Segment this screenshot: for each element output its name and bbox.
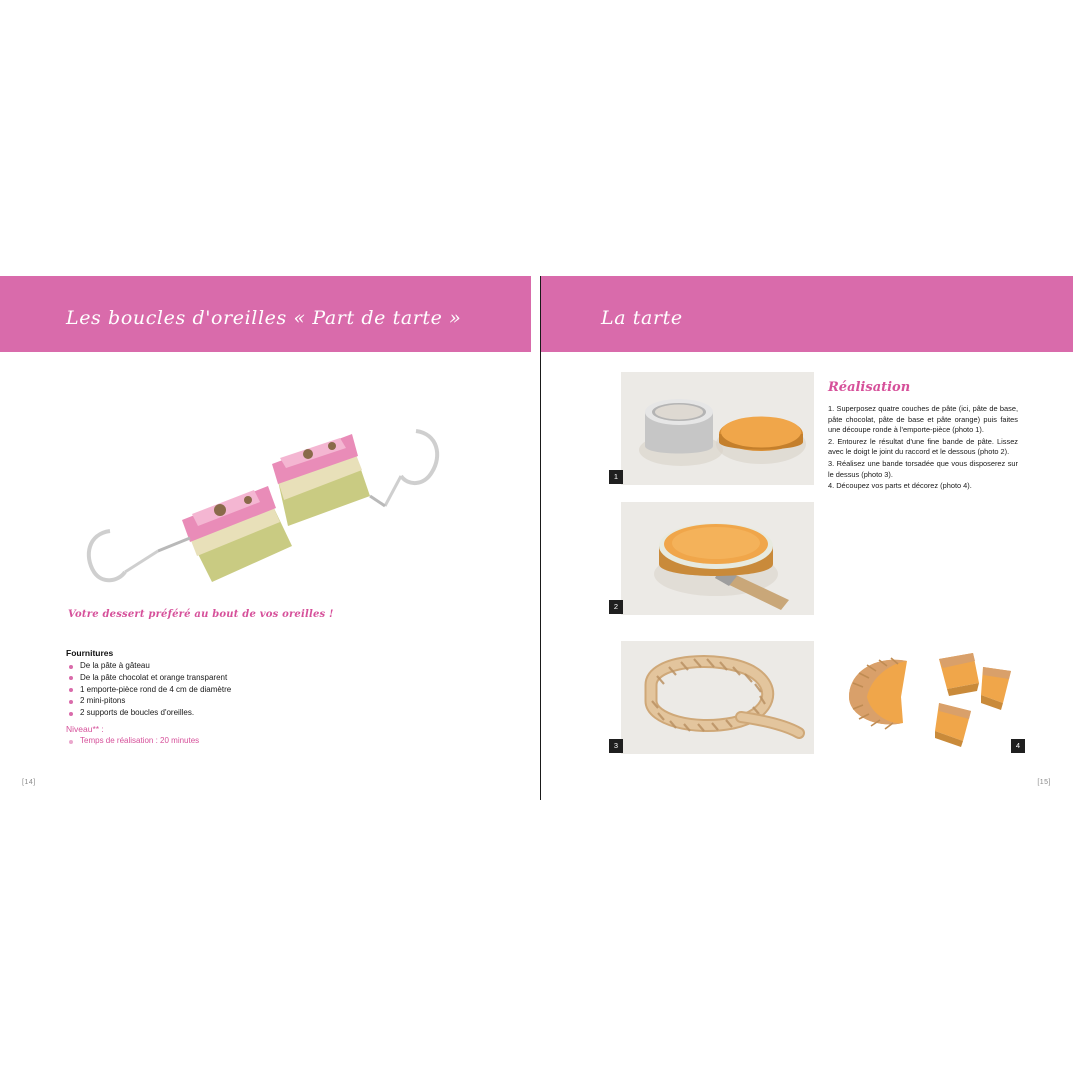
supplies-heading: Fournitures (66, 648, 114, 658)
list-item: Temps de réalisation : 20 minutes (66, 735, 199, 747)
list-item: De la pâte à gâteau (66, 660, 231, 672)
step-paragraph: 4. Découpez vos parts et décorez (photo 4). (828, 481, 972, 491)
left-page-header-band (0, 276, 531, 352)
left-page-title: Les boucles d'oreilles « Part de tarte » (66, 307, 462, 329)
photo-number-4: 4 (1011, 739, 1025, 753)
list-item: 1 emporte-pièce rond de 4 cm de diamètre (66, 684, 231, 696)
left-page (0, 276, 540, 800)
page-number-right: [15] (1037, 779, 1051, 786)
step-paragraph: 3. Réalisez une bande torsadée que vous disposerez sur le dessus (photo 3). (828, 458, 1018, 479)
step-photo-2 (621, 502, 814, 615)
steps-text (828, 404, 1018, 493)
supplies-list (66, 660, 231, 719)
steps-heading: Réalisation (828, 380, 911, 395)
earrings-photo (40, 386, 440, 586)
level-list (66, 735, 199, 747)
photo-number-1: 1 (609, 470, 623, 484)
step-photo-4 (831, 641, 1023, 754)
right-page-title: La tarte (601, 307, 683, 329)
photo-number-2: 2 (609, 600, 623, 614)
step-photo-3 (621, 641, 814, 754)
step-paragraph: 2. Entourez le résultat d'une fine bande de pâte. Lissez avec le doigt le joint du raccord et le dessous (photo 2). (828, 436, 1018, 457)
list-item: 2 mini-pitons (66, 695, 231, 707)
left-page-tagline: Votre dessert préféré au bout de vos oreilles ! (68, 609, 334, 620)
step-paragraph: 1. Superposez quatre couches de pâte (ici, pâte de base, pâte chocolat, pâte de base et pâte orange) puis faites une découpe ronde à l'emporte-pièce (photo 1). (828, 404, 1018, 435)
level-heading: Niveau** : (66, 724, 104, 734)
list-item: De la pâte chocolat et orange transparent (66, 672, 231, 684)
right-page (541, 276, 1073, 800)
photo-number-3: 3 (609, 739, 623, 753)
right-page-header-band (541, 276, 1073, 352)
page-number-left: [14] (22, 779, 36, 786)
list-item: 2 supports de boucles d'oreilles. (66, 707, 231, 719)
step-photo-1 (621, 372, 814, 485)
